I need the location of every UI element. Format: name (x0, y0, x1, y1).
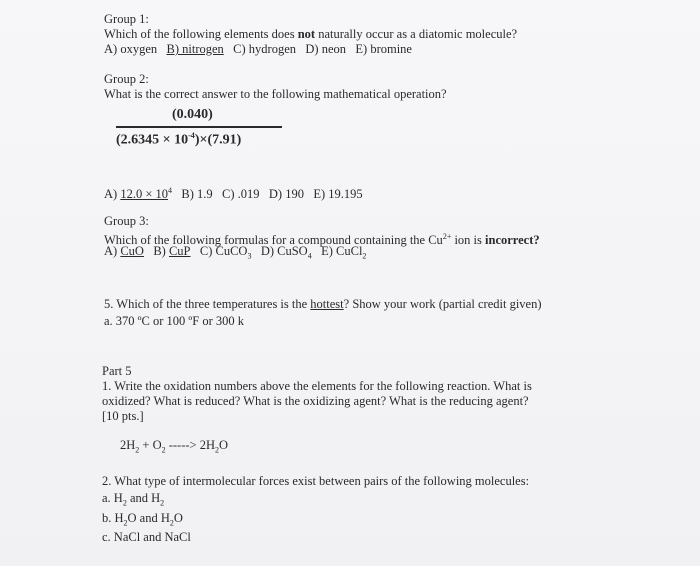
group2-question: What is the correct answer to the following mathematical operation? (104, 87, 447, 101)
part5-heading: Part 5 (102, 364, 132, 378)
item-b: b. $H_2O$ and $H_2O$ (102, 511, 183, 528)
reaction-equation: $2H_2 + O_2$ -----> $2H_2O$ (120, 438, 229, 455)
part5-q1-line1: 1. Write the oxidation numbers above the elements for the following reaction. What is (102, 379, 532, 393)
item-c: c. NaCl and NaCl (102, 530, 191, 544)
group1-question: Which of the following elements does not naturally occur as a diatomic molecule? (104, 27, 518, 41)
group3-choices: A) CuO B) CuP C) CuCO$_3$ D) CuSO$_4$ E) CuCl$_2$ (104, 244, 367, 261)
group3-question: Which of the following formulas for a compound containing the $Cu^{2+}$ ion is incorrect? (104, 232, 540, 248)
choice-d: D) neon (305, 42, 347, 56)
item-a: a. $H_2$ and $H_2$ (102, 491, 165, 508)
group1-heading: Group 1: (104, 12, 149, 26)
group2-choices: A) $12.0 \times 10^4$ B) 1.9 C) .019 D) 190 E) 19.195 (104, 186, 363, 202)
fraction-numerator: (0.040) (172, 107, 213, 122)
part5-q2: 2. What type of intermolecular forces exist between pairs of the following molecules: (102, 474, 530, 488)
choice-b: B) nitrogen (166, 42, 224, 56)
choice-a: A) oxygen (104, 42, 158, 56)
group3-heading: Group 3: (104, 214, 149, 228)
fraction-denominator: $(2.6345 \times 10^{-4})\times(7.91)$ (116, 131, 242, 148)
part5-q1-line3: [10 pts.] (102, 409, 144, 423)
group2-heading: Group 2: (104, 72, 149, 86)
choice-e: E) bromine (355, 42, 412, 56)
part5-q1-line2: oxidized? What is reduced? What is the oxidizing agent? What is the reducing agent? (102, 394, 529, 408)
choice-c: C) hydrogen (233, 42, 297, 56)
q5-answer: a. 370 ºC or 100 ºF or 300 k (104, 314, 245, 328)
q5-question: 5. Which of the three temperatures is the hottest? Show your work (partial credit given) (104, 297, 542, 311)
fraction-bar (116, 126, 282, 128)
group1-choices (104, 42, 412, 57)
choice-a-value: 12.0 × 10 (120, 187, 169, 202)
